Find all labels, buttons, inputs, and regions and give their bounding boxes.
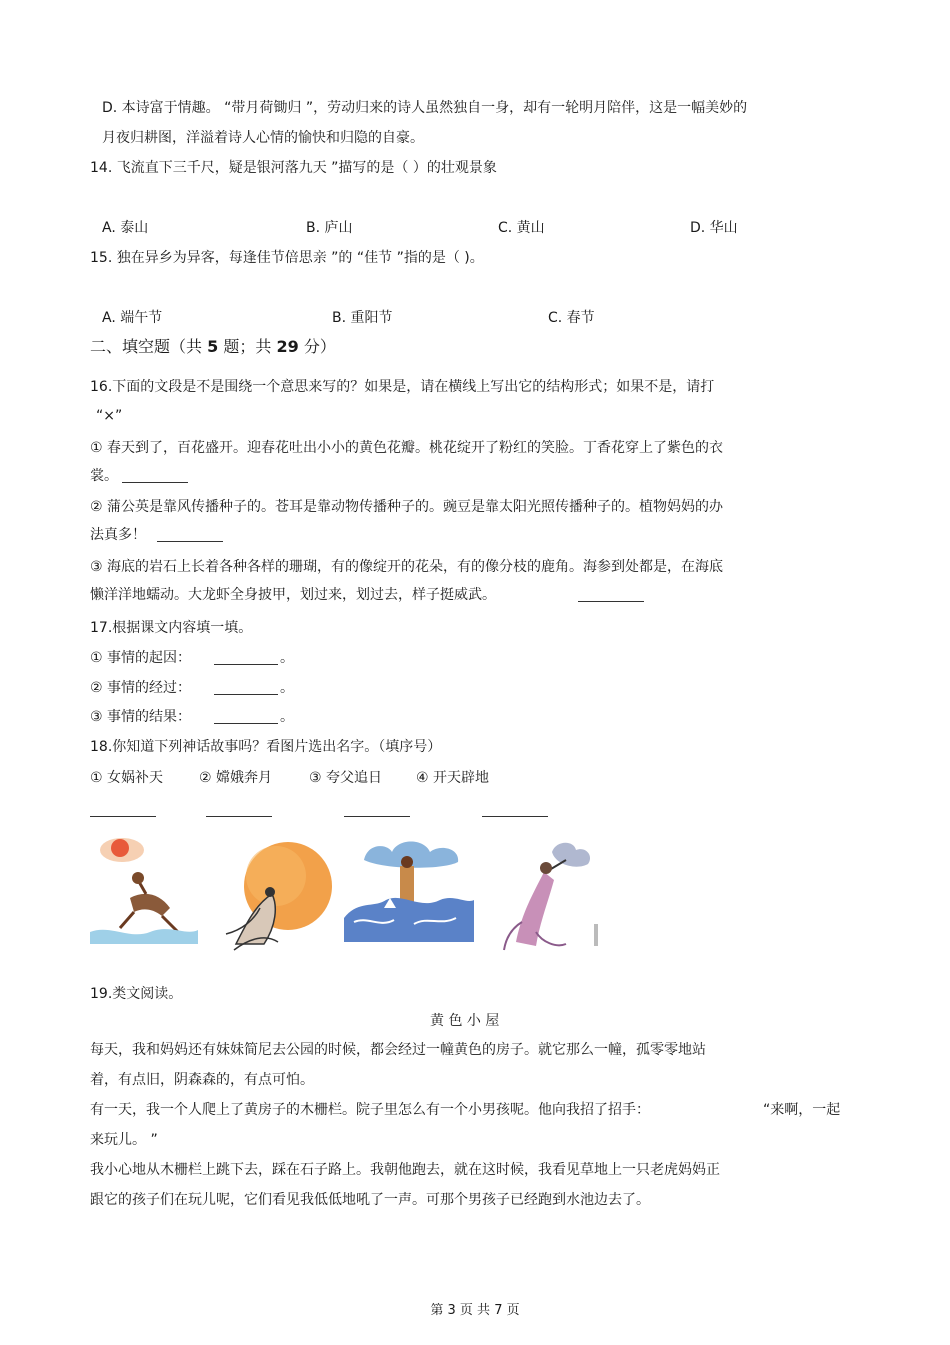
q16-paragraph1-line1: ① 春天到了，百花盛开。迎春花吐出小小的黄色花瓣。桃花绽开了粉红的笑脸。丁香花穿上了紫色的衣 (90, 440, 723, 456)
q18-answer-blank-1[interactable] (90, 816, 156, 817)
q16-answer-blank-3[interactable] (578, 601, 644, 602)
reading-title: 黄 色 小 屋 (430, 1013, 500, 1029)
q19-stem: 19.类文阅读。 (90, 986, 183, 1002)
q18-choice-3: ③ 夸父追日 (309, 770, 383, 786)
section-title-b: 题；共 (223, 337, 272, 356)
reading-line-4: 来玩儿。 ” (90, 1132, 158, 1148)
reading-line-3b: “来啊，一起 (763, 1102, 841, 1118)
q18-choice-1: ① 女娲补天 (90, 770, 164, 786)
reading-line-5: 我小心地从木栅栏上跳下去，踩在石子路上。我朝他跑去，就在这时候，我看见草地上一只老虎妈妈正 (90, 1162, 720, 1178)
q17-end-mark-3: 。 (280, 709, 294, 725)
q14-option-c: C. 黄山 (498, 220, 545, 236)
q16-answer-blank-1[interactable] (122, 482, 188, 483)
q17-item-result: ③ 事情的结果： (90, 709, 192, 725)
picture-nuwa-mending-sky (344, 830, 474, 942)
q14-stem: 14. 飞流直下三千尺，疑是银河落九天 ”描写的是（ ）的壮观景象 (90, 160, 497, 176)
q15-option-a: A. 端午节 (102, 310, 163, 326)
q16-stem-line1: 16.下面的文段是不是围绕一个意思来写的？如果是，请在横线上写出它的结构形式；如果不是，请打 (90, 379, 715, 395)
q16-paragraph2-line1: ② 蒲公英是靠风传播种子的。苍耳是靠动物传播种子的。豌豆是靠太阳光照传播种子的。植物妈妈的办 (90, 499, 723, 515)
q15-option-c: C. 春节 (548, 310, 595, 326)
q18-answer-blank-3[interactable] (344, 816, 410, 817)
q16-answer-blank-2[interactable] (157, 541, 223, 542)
q16-paragraph3-line2: 懒洋洋地蠕动。大龙虾全身披甲，划过来，划过去，样子挺威武。 (90, 587, 496, 603)
section-points: 29 (276, 337, 299, 356)
q15-stem: 15. 独在异乡为异客，每逢佳节倍思亲 ”的 “佳节 ”指的是（ )。 (90, 250, 484, 266)
section-title-a: 二、填空题（共 (90, 337, 203, 356)
q14-option-d: D. 华山 (690, 220, 738, 236)
picture-pangu-creating-world (482, 832, 600, 962)
q14-option-a: A. 泰山 (102, 220, 149, 236)
reading-line-2: 着，有点旧，阴森森的，有点可怕。 (90, 1072, 314, 1088)
reading-line-6: 跟它的孩子们在玩儿呢，它们看见我低低地吼了一声。可那个男孩子已经跑到水池边去了。 (90, 1192, 650, 1208)
q16-stem-line2: “×” (96, 408, 123, 424)
picture-change-flying-to-moon (206, 834, 336, 962)
q17-blank-result[interactable] (214, 723, 278, 724)
q17-stem: 17.根据课文内容填一填。 (90, 620, 253, 636)
q16-paragraph1-line2: 裳。 (90, 468, 118, 484)
q18-answer-blank-2[interactable] (206, 816, 272, 817)
section-heading (90, 336, 336, 358)
picture-kuafu-chasing-sun (90, 828, 198, 944)
reading-line-3a: 有一天，我一个人爬上了黄房子的木栅栏。院子里怎么有一个小男孩呢。他向我招了招手： (90, 1102, 650, 1118)
q18-answer-blank-4[interactable] (482, 816, 548, 817)
q13-option-d-line1: D. 本诗富于情趣。 “带月荷锄归 ”，劳动归来的诗人虽然独自一身，却有一轮明月陪伴，这是一幅美妙的 (102, 100, 748, 116)
section-count: 5 (207, 337, 219, 356)
q18-stem: 18.你知道下列神话故事吗？看图片选出名字。（填序号） (90, 739, 442, 755)
q17-blank-process[interactable] (214, 694, 278, 695)
q13-option-d-line2: 月夜归耕图，洋溢着诗人心情的愉快和归隐的自豪。 (102, 130, 424, 146)
q17-item-process: ② 事情的经过： (90, 680, 192, 696)
q16-paragraph3-line1: ③ 海底的岩石上长着各种各样的珊瑚，有的像绽开的花朵，有的像分枝的鹿角。海参到处都是，在海底 (90, 559, 723, 575)
q17-item-cause: ① 事情的起因： (90, 650, 192, 666)
q17-end-mark-2: 。 (280, 680, 294, 696)
q15-option-b: B. 重阳节 (332, 310, 393, 326)
section-title-c: 分） (303, 337, 336, 356)
q18-choice-4: ④ 开天辟地 (416, 770, 490, 786)
q18-choice-2: ② 嫦娥奔月 (199, 770, 273, 786)
page-footer: 第 3 页 共 7 页 (430, 1303, 520, 1318)
q17-end-mark-1: 。 (280, 650, 294, 666)
q16-paragraph2-line2: 法真多！ (90, 527, 146, 543)
reading-line-1: 每天，我和妈妈还有妹妹简尼去公园的时候，都会经过一幢黄色的房子。就它那么一幢，孤零零地站 (90, 1042, 706, 1058)
q14-option-b: B. 庐山 (306, 220, 353, 236)
q17-blank-cause[interactable] (214, 664, 278, 665)
